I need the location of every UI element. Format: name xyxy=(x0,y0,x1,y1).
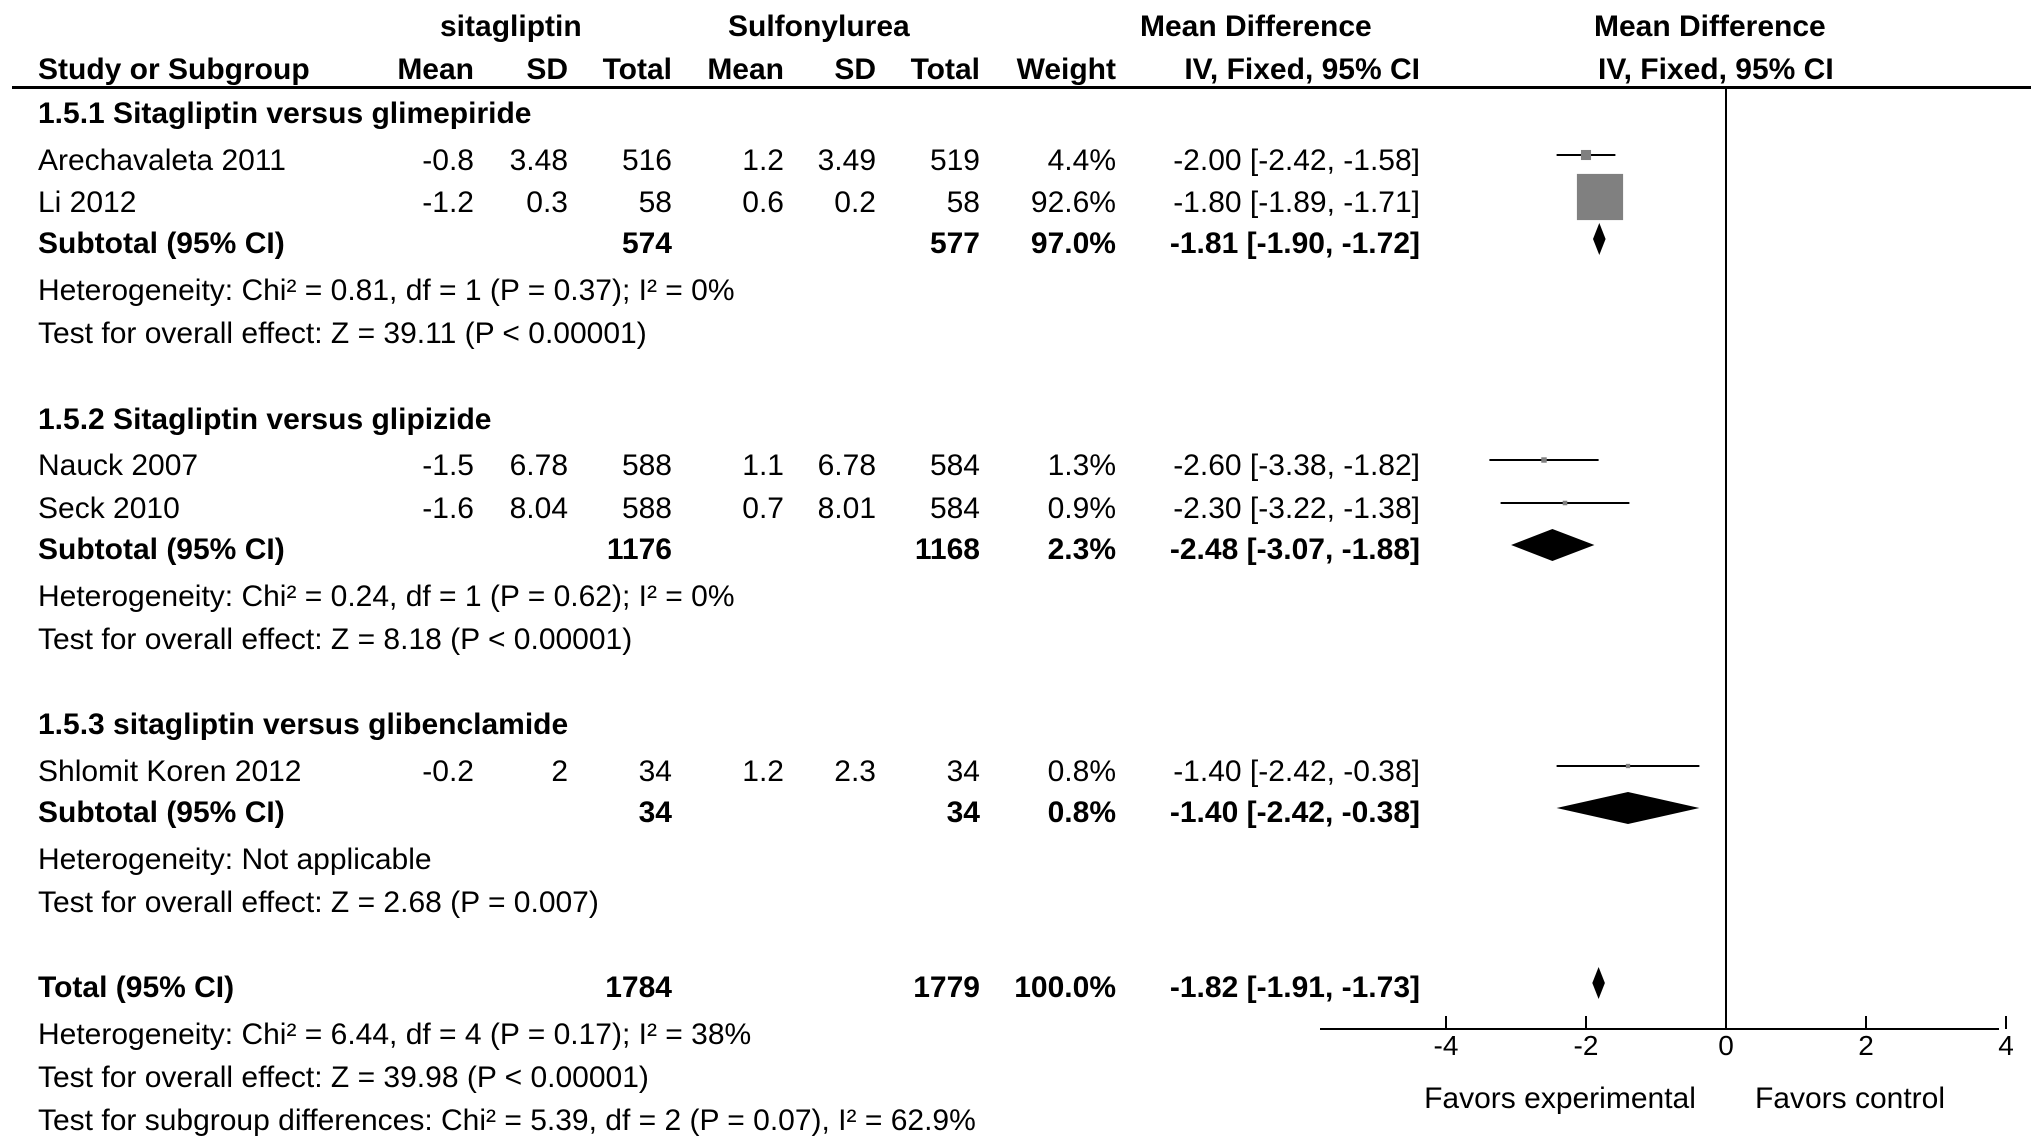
total-heterogeneity-text: Heterogeneity: Chi² = 6.44, df = 4 (P = 0.17); I² = 38% xyxy=(38,1018,752,1051)
ci: -1.80 [-1.89, -1.71] xyxy=(1173,186,1420,219)
col-sd2: SD xyxy=(834,53,876,86)
heterogeneity-text: Heterogeneity: Chi² = 0.24, df = 1 (P = 0.62); I² = 0% xyxy=(38,580,735,613)
subtotal-total2: 34 xyxy=(946,796,980,829)
group1-header: sitagliptin xyxy=(440,10,582,43)
total-total1: 1784 xyxy=(605,971,672,1004)
sd2: 0.2 xyxy=(834,186,876,219)
sd1: 0.3 xyxy=(526,186,568,219)
mean2: 1.2 xyxy=(742,755,784,788)
weight: 1.3% xyxy=(1047,449,1116,482)
pooled-diamond xyxy=(1592,967,1605,999)
weight: 0.8% xyxy=(1047,755,1116,788)
x-tick-label: 2 xyxy=(1858,1030,1874,1061)
pooled-diamond xyxy=(1557,792,1700,824)
total1: 58 xyxy=(638,186,672,219)
sd2: 6.78 xyxy=(817,449,876,482)
study-name: Seck 2010 xyxy=(38,492,180,525)
weight: 92.6% xyxy=(1030,186,1116,219)
heterogeneity-text: Heterogeneity: Not applicable xyxy=(38,843,432,876)
total1: 588 xyxy=(621,449,672,482)
ci: -1.40 [-2.42, -0.38] xyxy=(1173,755,1420,788)
mean1: -1.2 xyxy=(422,186,474,219)
subtotal-weight: 97.0% xyxy=(1030,227,1116,260)
col-weight: Weight xyxy=(1016,53,1116,86)
favors-control-label: Favors control xyxy=(1754,1082,1946,1115)
x-tick-label: 4 xyxy=(1998,1030,2014,1061)
group2-header: Sulfonylurea xyxy=(728,10,910,43)
subgroup-title: 1.5.1 Sitagliptin versus glimepiride xyxy=(38,97,532,130)
subtotal-ci: -1.81 [-1.90, -1.72] xyxy=(1169,227,1420,260)
subgroup-title: 1.5.3 sitagliptin versus glibenclamide xyxy=(38,708,569,741)
overall-effect-text: Test for overall effect: Z = 8.18 (P < 0.00001) xyxy=(38,623,633,656)
weight: 4.4% xyxy=(1047,144,1116,177)
col-ci-left: IV, Fixed, 95% CI xyxy=(1184,53,1420,86)
md-left-header: Mean Difference xyxy=(1140,10,1372,43)
sd1: 3.48 xyxy=(509,144,568,177)
total2: 34 xyxy=(946,755,980,788)
mean2: 1.1 xyxy=(742,449,784,482)
mean1: -0.8 xyxy=(422,144,474,177)
subtotal-ci: -1.40 [-2.42, -0.38] xyxy=(1169,796,1420,829)
total-overall-effect-text: Test for overall effect: Z = 39.98 (P < 0.00001) xyxy=(38,1061,649,1094)
subtotal-weight: 0.8% xyxy=(1047,796,1116,829)
ci: -2.30 [-3.22, -1.38] xyxy=(1173,492,1420,525)
sd2: 2.3 xyxy=(834,755,876,788)
ci: -2.60 [-3.38, -1.82] xyxy=(1173,449,1420,482)
mean2: 0.7 xyxy=(742,492,784,525)
total2: 584 xyxy=(929,449,980,482)
overall-effect-text: Test for overall effect: Z = 39.11 (P < 0.00001) xyxy=(38,317,647,350)
mean2: 0.6 xyxy=(742,186,784,219)
subtotal-ci: -2.48 [-3.07, -1.88] xyxy=(1169,533,1420,566)
weight: 0.9% xyxy=(1047,492,1116,525)
col-sd1: SD xyxy=(526,53,568,86)
total-weight: 100.0% xyxy=(1014,971,1116,1004)
study-name: Arechavaleta 2011 xyxy=(38,144,286,177)
overall-effect-text: Test for overall effect: Z = 2.68 (P = 0.007) xyxy=(38,886,599,919)
total1: 516 xyxy=(621,144,672,177)
total1: 34 xyxy=(638,755,672,788)
col-total1: Total xyxy=(602,53,672,86)
favors-experimental-label: Favors experimental xyxy=(1424,1082,1696,1115)
sd2: 3.49 xyxy=(817,144,876,177)
subtotal-total1: 574 xyxy=(621,227,672,260)
total2: 58 xyxy=(946,186,980,219)
sd1: 2 xyxy=(551,755,568,788)
mean1: -1.5 xyxy=(422,449,474,482)
mean1: -0.2 xyxy=(422,755,474,788)
ci: -2.00 [-2.42, -1.58] xyxy=(1173,144,1420,177)
md-right-header: Mean Difference xyxy=(1594,10,1826,43)
subgroup-title: 1.5.2 Sitagliptin versus glipizide xyxy=(38,403,492,436)
study-name: Shlomit Koren 2012 xyxy=(38,755,302,788)
total2: 584 xyxy=(929,492,980,525)
subtotal-total1: 34 xyxy=(638,796,672,829)
study-effect-square xyxy=(1541,457,1546,462)
subgroup-differences-text: Test for subgroup differences: Chi² = 5.39, df = 2 (P = 0.07), I² = 62.9% xyxy=(38,1104,976,1137)
subtotal-total1: 1176 xyxy=(606,533,672,566)
sd1: 6.78 xyxy=(509,449,568,482)
col-study: Study or Subgroup xyxy=(38,53,310,86)
sd2: 8.01 xyxy=(817,492,876,525)
col-mean2: Mean xyxy=(707,53,784,86)
mean2: 1.2 xyxy=(742,144,784,177)
subtotal-label: Subtotal (95% CI) xyxy=(38,796,285,829)
x-tick-label: -2 xyxy=(1573,1030,1599,1061)
total-ci: -1.82 [-1.91, -1.73] xyxy=(1169,971,1420,1004)
x-tick-label: -4 xyxy=(1433,1030,1459,1061)
total2: 519 xyxy=(929,144,980,177)
subtotal-total2: 1168 xyxy=(914,533,980,566)
study-effect-square xyxy=(1581,150,1591,160)
subtotal-weight: 2.3% xyxy=(1047,533,1116,566)
sd1: 8.04 xyxy=(509,492,568,525)
col-mean1: Mean xyxy=(397,53,474,86)
pooled-diamond xyxy=(1511,529,1594,561)
total1: 588 xyxy=(621,492,672,525)
mean1: -1.6 xyxy=(422,492,474,525)
study-name: Nauck 2007 xyxy=(38,449,199,482)
total-total2: 1779 xyxy=(913,971,980,1004)
total-label: Total (95% CI) xyxy=(38,971,235,1004)
x-tick-label: 0 xyxy=(1718,1030,1734,1061)
study-effect-square xyxy=(1563,501,1568,506)
heterogeneity-text: Heterogeneity: Chi² = 0.81, df = 1 (P = 0.37); I² = 0% xyxy=(38,274,735,307)
study-name: Li 2012 xyxy=(38,186,137,219)
subtotal-label: Subtotal (95% CI) xyxy=(38,533,285,566)
subtotal-label: Subtotal (95% CI) xyxy=(38,227,285,260)
col-ci-right: IV, Fixed, 95% CI xyxy=(1598,53,1834,86)
study-effect-square xyxy=(1577,174,1623,220)
col-total2: Total xyxy=(910,53,980,86)
study-effect-square xyxy=(1626,764,1630,768)
subtotal-total2: 577 xyxy=(929,227,980,260)
pooled-diamond xyxy=(1593,223,1606,255)
